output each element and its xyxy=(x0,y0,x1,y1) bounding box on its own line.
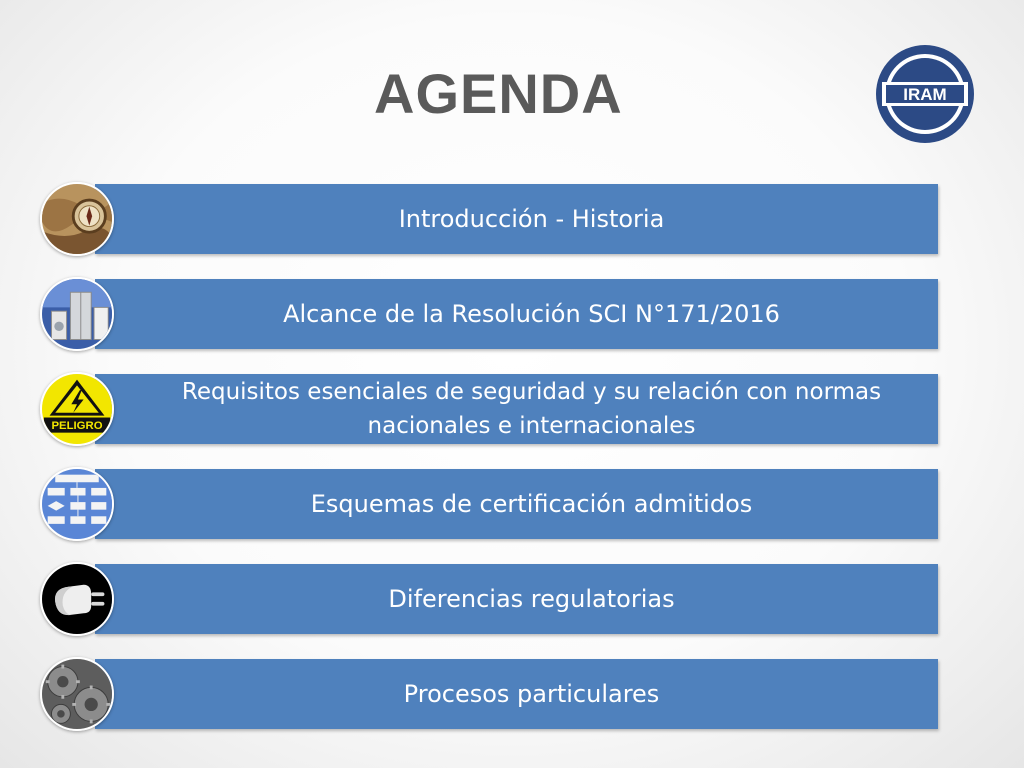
appliances-image xyxy=(40,277,114,351)
agenda-item-3 xyxy=(95,374,938,444)
agenda-item-label: Alcance de la Resolución SCI N°171/2016 xyxy=(283,300,780,328)
agenda-item-4 xyxy=(95,469,938,539)
agenda-item-2 xyxy=(95,279,938,349)
flowchart-diagram-image xyxy=(40,467,114,541)
logo-text: IRAM xyxy=(903,85,947,104)
agenda-item-1 xyxy=(95,184,938,254)
gears-image xyxy=(40,657,114,731)
slide-title: AGENDA xyxy=(374,62,623,125)
agenda-item-label: Requisitos esenciales de seguridad y su relación con normas nacionales e internacionales xyxy=(181,379,882,439)
agenda-item-label: Introducción - Historia xyxy=(398,205,665,233)
danger-sign-text: PELIGRO xyxy=(51,419,103,432)
agenda-item-label: Diferencias regulatorias xyxy=(388,585,675,613)
agenda-item-6 xyxy=(95,659,938,729)
agenda-item-label: Esquemas de certificación admitidos xyxy=(310,490,753,518)
power-plug-image xyxy=(40,562,114,636)
agenda-item-5 xyxy=(95,564,938,634)
compass-map-image xyxy=(40,182,114,256)
agenda-item-label: Procesos particulares xyxy=(403,680,660,708)
danger-sign-image xyxy=(40,372,114,446)
